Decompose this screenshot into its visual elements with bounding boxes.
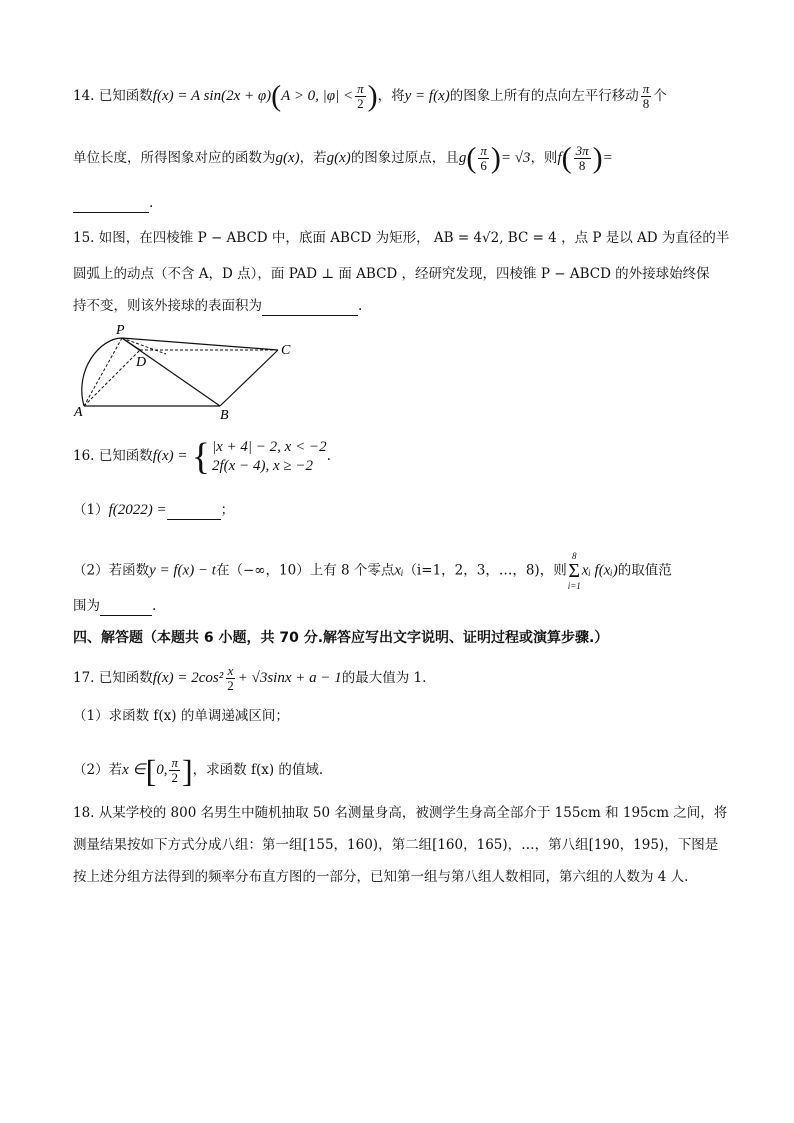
q14-text: 已知函数 [98,88,153,104]
q14-g-val: = √3 [500,150,531,166]
q16-text: 围为 [73,598,100,614]
q14-text: 个 [653,88,667,104]
q16-part-2 [73,551,672,591]
q15-line-2 [73,264,710,284]
q15-answer-blank [262,299,358,316]
q14-text: 的图象过原点，且 [350,150,459,166]
label-B: B [220,408,229,422]
q17-expr-a: f(x) = 2cos² [152,670,224,686]
q17-part-1 [73,706,289,726]
q16-case-end: . [326,448,331,464]
q14-g: g [458,150,467,166]
q17-interval: 0, [156,762,168,778]
q17-p2-label: （2）若 [73,762,123,778]
q14-answer-blank [73,196,149,213]
q15-text: 圆弧上的动点（不含 A，D 点），面 PAD ⊥ 面 ABCD ，经研究发现，四棱锥 P − ABCD 的外接球始终保 [73,266,710,282]
label-P: P [116,323,125,338]
q16-p2-blank [100,599,152,616]
q14-text: ，将 [377,88,405,104]
q15-line-3 [73,296,362,316]
q14-paren-close: ) [367,79,378,113]
q14-answer-line [73,193,153,213]
q16-p2-end: . [152,598,157,614]
q16-p1-end: ； [220,502,235,518]
q14-text: ，则 [530,150,558,166]
q16-p1-expr: f(2022) = [108,502,167,518]
q17-expr-b: + √3sinx + a − 1 [237,670,342,686]
q14-paren-open: ( [271,79,282,113]
q17-text: 的最大值为 1. [341,670,427,686]
q16-p2-func: y = f(x) − t [149,562,216,579]
q15-text: 如图，在四棱锥 P − ABCD 中，底面 ABCD 为矩形， AB = 4√2, BC = 4 ，点 P 是以 AD 为直径的半 [98,230,730,246]
q16-p1-blank [167,503,221,520]
q14-end: . [149,195,154,211]
q18-line-2: 测量结果按如下方式分成八组：第一组[155，160)，第二组[160，165)，…，第八组[190，195)，下图是 [73,837,719,853]
q17-pi-frac: $\frac{\pi}{2}$ [171,755,178,785]
q15-text: 持不变，则该外接球的表面积为 [73,298,262,314]
q14-g-frac: $\frac{\pi}{6}$ [480,143,487,173]
q16-sum: 8 Σ i=1 [567,551,581,591]
q16-number: 16. [73,448,95,464]
q16-line-1 [73,437,331,476]
q16-fx: f(x) = [152,448,188,464]
q16-text: （i=1，2，3，…，8)，则 [403,562,567,579]
label-D: D [136,355,147,370]
q14-gx: g(x) [275,150,300,166]
edge-PA [84,338,122,406]
q14-line-2: 单位长度，所得图象对应的函数为g(x)，若g(x)的图象过原点，且g( $\frac{\pi}{6}$ )= √3，则f( $\frac{3\pi}{8}$ )= [73,141,613,175]
q14-condition: A > 0, |φ| < [281,88,354,104]
q14-cond-frac: $\frac{\pi}{2}$ [357,81,364,111]
q16-case-2: 2f(x − 4), x ≥ −2 [212,457,313,474]
q17-frac: $\frac{x}{2}$ [227,663,234,693]
q17-p1: （1）求函数 f(x) 的单调递减区间； [73,708,289,724]
q16-text: 已知函数 [98,448,153,464]
q14-y-eq: y = f(x) [404,88,450,104]
q14-line-1 [73,79,667,113]
q17-number: 17. [73,670,95,686]
label-C: C [281,343,291,358]
q18-line-1: 18. 从某学校的 800 名男生中随机抽取 50 名测量身高，被测学生身高全部介于 155cm 和 195cm 之间，将 [73,805,728,821]
q16-part-2-cont [73,596,156,616]
q14-func: f(x) = A sin(2x + φ) [152,88,272,104]
q16-text: 的取值范 [617,562,672,579]
q14-gx: g(x) [326,150,351,166]
pyramid-figure [70,320,310,422]
q16-p1-label: （1） [73,502,109,518]
q16-part-1 [73,500,234,520]
q16-sum-expr: xᵢ f(xᵢ) [581,562,618,579]
q15-line-1 [73,228,729,248]
q15-end: . [358,298,363,314]
q17-text: 已知函数 [98,670,153,686]
section-4-heading: 四、解答题（本题共 6 小题，共 70 分.解答应写出文字说明、证明过程或演算步骤.） [73,630,609,646]
q14-text: ，若 [299,150,327,166]
q16-piecewise: { |x + 4| − 2, x < −2 2f(x − 4), x ≥ −2 [191,435,327,478]
q16-case-1: |x + 4| − 2, x < −2 [212,438,327,455]
q17-line-1 [73,664,426,693]
q14-shift-frac: $\frac{\pi}{8}$ [642,81,650,111]
q14-number: 14. [73,88,95,104]
q14-f-frac: $\frac{3\pi}{8}$ [575,143,589,173]
q16-xi: xᵢ [394,562,404,579]
q16-p2-label: （2）若函数 [73,562,150,579]
q18-line-3: 按上述分组方法得到的频率分布直方图的一部分，已知第一组与第八组人数相同，第六组的人数为 4 人. [73,869,689,885]
q15-number: 15. [73,230,95,246]
q14-f: f [557,150,562,166]
edge-BC [220,350,278,406]
q17-p2-x: x ∈ [122,762,146,778]
q16-text: 在（−∞，10）上有 8 个零点 [215,562,395,579]
q14-text: 单位长度，所得图象对应的函数为 [73,150,276,166]
edge-AD [84,350,140,406]
label-A: A [74,405,83,420]
edge-PC [122,338,278,350]
q17-p2-text: ，求函数 f(x) 的值域. [192,762,324,778]
q14-text: 的图象上所有的点向左平行移动 [449,88,639,104]
q14-eq: = [602,150,613,166]
q17-part-2: （2）若x ∈[0, $\frac{\pi}{2}$ ]，求函数 f(x) 的值域. [73,752,324,789]
